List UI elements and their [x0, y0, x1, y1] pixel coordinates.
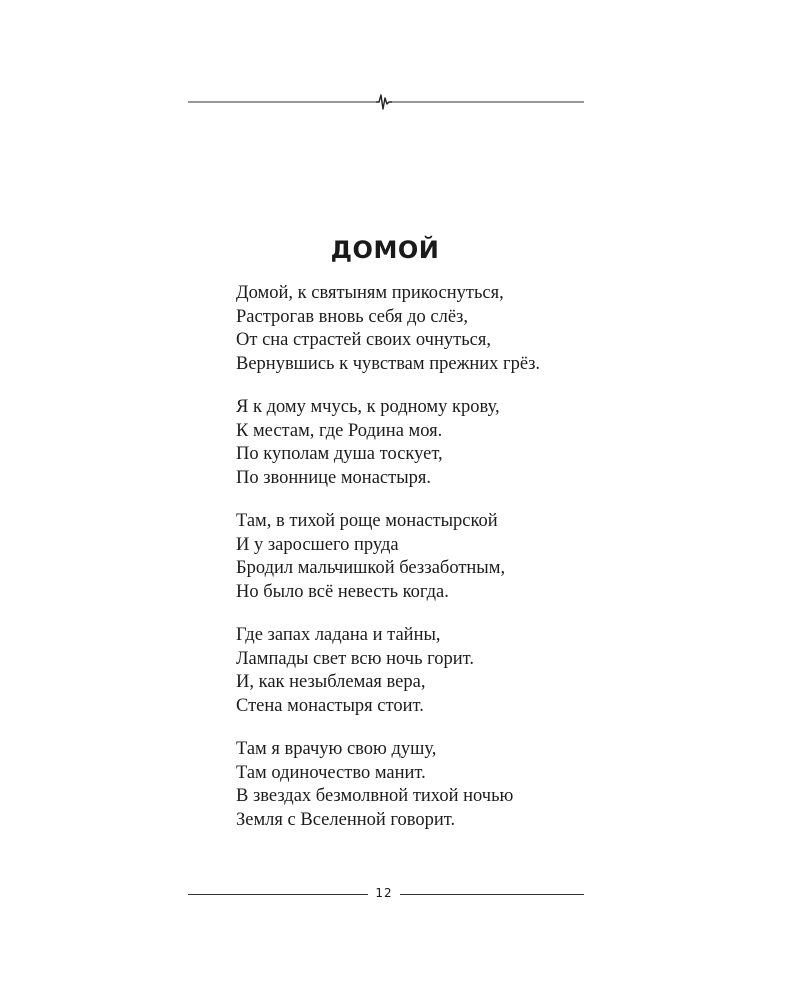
poem-line: В звездах безмолвной тихой ночью [236, 786, 514, 806]
poem-line: И у заросшего пруда [236, 534, 399, 555]
poem-line: Лампады свет всю ночь горит. [236, 648, 474, 669]
poem-line: Там я врачую свою душу, [236, 739, 437, 759]
stanza [236, 738, 656, 832]
stanza [236, 396, 656, 490]
page-footer [188, 884, 584, 906]
poem-line: Я к дому мчусь, к родному крову, [236, 397, 500, 417]
footer-rule-left [188, 894, 368, 895]
poem-line: Земля с Вселенной говорит. [236, 809, 456, 830]
poem-line: Вернувшись к чувствам прежних грёз. [236, 353, 541, 374]
stanza [236, 624, 656, 718]
poem-line: Там одиночество манит. [236, 762, 426, 783]
poem-line: По куполам душа тоскует, [236, 444, 443, 464]
poem-line: К местам, где Родина моя. [236, 420, 443, 441]
header-divider [188, 92, 584, 112]
page-number: 12 [375, 886, 393, 900]
poem-body [236, 282, 656, 852]
poem-line: Домой, к святыням прикоснуться, [236, 283, 504, 303]
poem-line: Растрогав вновь себя до слёз, [236, 306, 468, 327]
poem-line: Стена монастыря стоит. [236, 695, 424, 716]
stanza [236, 510, 656, 604]
poem-line: От сна страстей своих очнуться, [236, 330, 491, 350]
poem-line: Но было всё невесть когда. [236, 581, 449, 602]
poem-line: Бродил мальчишкой беззаботным, [236, 558, 506, 578]
poem-line: По звоннице монастыря. [236, 467, 432, 488]
poem-line: Там, в тихой роще монастырской [236, 511, 498, 531]
footer-rule-right [400, 894, 584, 895]
poem-title: ДОМОЙ [330, 236, 440, 264]
poem-line: Где запах ладана и тайны, [236, 625, 441, 645]
stanza [236, 282, 656, 376]
poem-line: И, как незыблемая вера, [236, 672, 426, 692]
heartbeat-divider-icon [188, 92, 584, 112]
